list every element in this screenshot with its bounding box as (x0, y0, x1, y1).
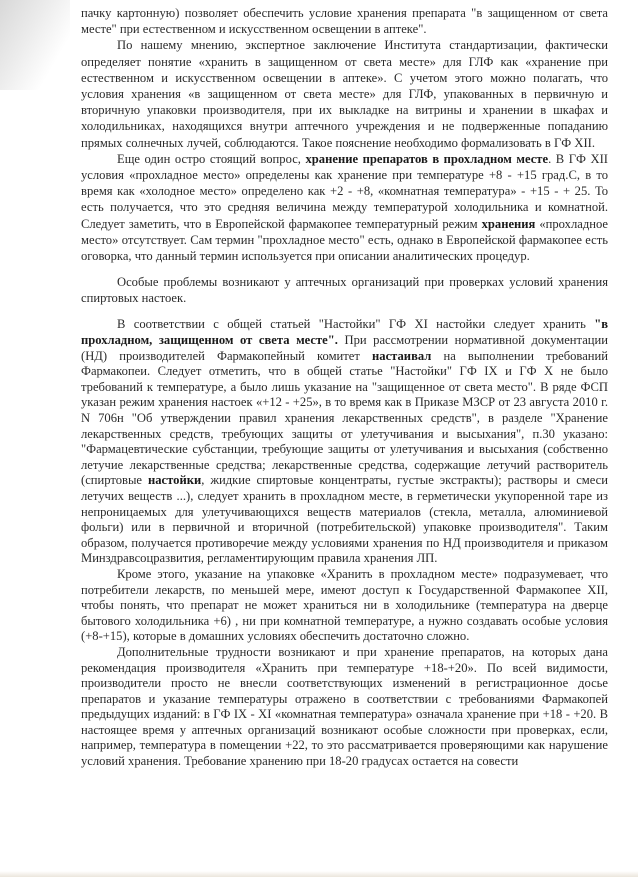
text-run: на выполнении требований Фармакопеи. Следует отметить, что в общей статье "Настойки" ГФ IX и ГФ X не было требований к температуре, а было лишь указание на "защищенное от света место". В ряде ФСП указан режим хранения настоек «+12 - +25», в то время как в Приказе МЗСР от 23 августа 2010 г. N 706н "Об утверждении правил хранения лекарственных средств", в разделе "Хранение лекарственных средств, требующих защиты от улетучивания и высыхания", п.30 указано: "Фармацевтические субстанции, требующие защиты от улетучивания и высыхания (собственно летучие лекарственные средства; лекарственные средства, содержащие летучий растворитель (спиртовые (81, 348, 608, 488)
text-run: Еще один остро стоящий вопрос, (117, 151, 306, 166)
text-run: , жидкие спиртовые концентраты, густые экстракты); растворы и смеси летучих веществ ...), следует хранить в прохладном месте, в герметически укупоренной таре из непроницаемых для улетучивающихся веществ материалов (стекла, металла, алюминиевой фольги) или в первичной и вторичной (потребительской) упаковке производителя". Таким образом, получается противоречие между условиями хранения по НД производителя и приказом Минздравсоцразвития, регламентирующим правила хранения ЛП. (81, 473, 608, 566)
text-run: пачку картонную) позволяет обеспечить условие хранения препарата "в защищенном от света месте" при естественном и искусственном освещении в аптеке". (81, 6, 608, 37)
bold-text-run: "в прохладном, защищенном от света месте". (81, 317, 608, 348)
scan-corner-shadow (0, 0, 70, 90)
scan-bottom-edge (0, 871, 638, 877)
text-run: Особые проблемы возникают у аптечных организаций при проверках условий хранения спиртовых настоек. (81, 275, 608, 305)
bold-text-run: хранения (481, 216, 536, 231)
bold-text-run: настаивал (372, 348, 432, 363)
text-run: Кроме этого, указание на упаковке «Хранить в прохладном месте» подразумевает, что потребители лекарств, по меньшей мере, имеют доступ к Государственной Фармакопее XII, чтобы понять, что препарат не может храниться ни в холодильнике (температура на дверце бытового холодильника +6) , ни при комнатной температуре, а нужно создавать особые условия (+8-+15), которые в домашних условиях обеспечить достаточно сложно. (81, 566, 608, 644)
paragraph-expert-opinion (81, 37, 608, 150)
text-run: . В ГФ XII условия «прохладное место» определены как хранение при температуре +8 - +15 град.С, в то время как «холодное место» определено как +2 - +8, «комнатная температура» - +15 - + 25. То есть получается, что это средняя величина между температурой холодильника и комнатной. Следует заметить, что в Европейской фармакопее температурный режим (81, 151, 608, 231)
text-run: В соответствии с общей статьей "Настойки" ГФ XI настойки следует хранить (117, 317, 595, 332)
text-run: По нашему мнению, экспертное заключение Института стандартизации, фактически определяет понятие «хранить в защищенном от света месте» для ГЛФ как «хранение при естественном и искусственном освещении в аптеке». С учетом этого можно полагать, что условия хранения «в защищенном от света месте» для ГЛФ, упакованных в первичную и вторичную упаковки производителя, при их выкладке на витрины и хранении в шкафах и холодильниках, находящихся внутри аптечного учреждения и не подверженные попаданию прямых солнечных лучей, соблюдаются. Такое пояснение необходимо формализовать в ГФ XII. (81, 38, 608, 150)
text-run: «прохладное место» отсутствует. Сам термин "прохладное место" есть, однако в Европейской фармакопее есть оговорка, что данный термин используется при описании аналитических процедур. (81, 216, 609, 264)
bold-text-run: настойки (147, 473, 202, 488)
paragraph-spacer (81, 264, 608, 275)
paragraph-spacer (81, 306, 608, 317)
text-run: Дополнительные трудности возникают и при хранение препаратов, на которых дана рекомендация производителя «Хранить при температуре +18-+20». По всей видимости, производители просто не внесли соответствующих изменений в регистрационное досье препаратов и указание температуры отражено в соответствии с требованиями Фармакопей предыдущих изданий: в ГФ IX - XI «комнатная температура» означала хранение при +18 - +20. В настоящее время у аптечных организаций возникают особые сложности при проверках, если, например, температура в помещении +22, то это рассматривается проверяющими как нарушение условий хранения. Требование хранению при 18-20 градусах остается на совести (81, 644, 608, 769)
bold-text-run: хранение препаратов в прохладном месте (305, 151, 549, 166)
paragraph-cool-place-storage (81, 151, 608, 264)
paragraph-additional-difficulties (81, 645, 608, 770)
paragraph-tinctures-article (81, 317, 608, 567)
text-run: При рассмотрении нормативной документации (НД) производителей Фармакопейный комитет (81, 333, 608, 363)
paragraph-packaging-instructions (81, 567, 608, 645)
paragraph-light-protection-conclusion (81, 5, 608, 37)
paragraph-tincture-problems (81, 275, 608, 306)
document-page (81, 5, 608, 770)
